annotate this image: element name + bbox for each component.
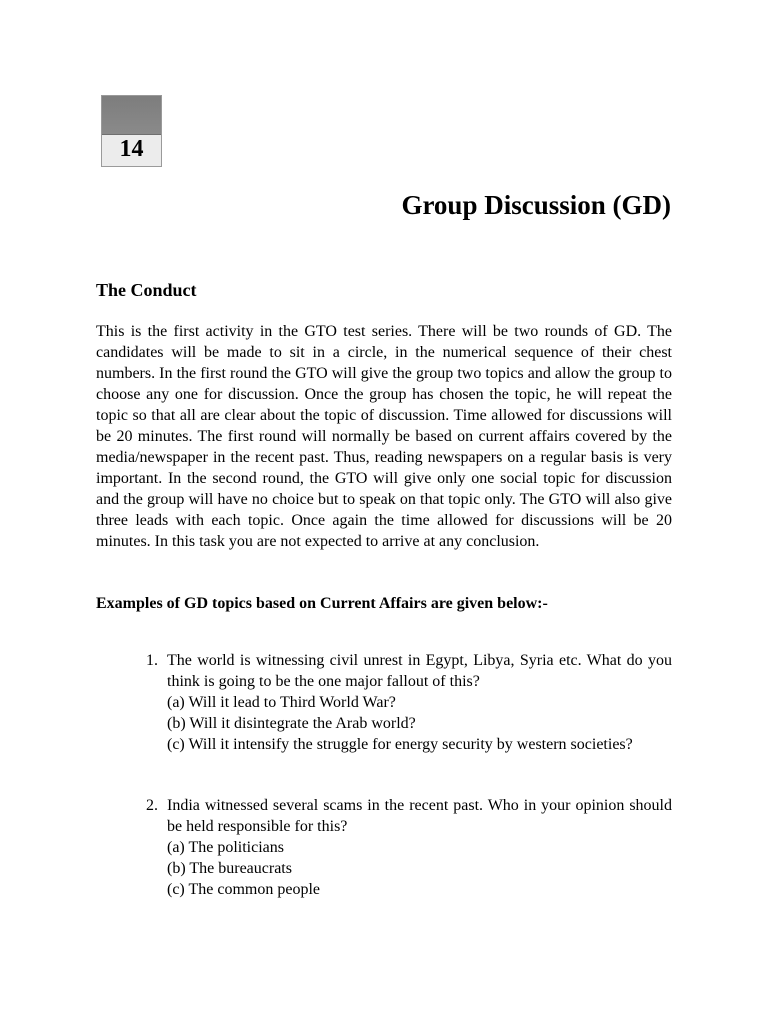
topic-item [146,650,672,755]
topic-option: (c) Will it intensify the struggle for energy security by western societies? [167,736,633,753]
body-paragraph: This is the first activity in the GTO test series. There will be two rounds of GD. The candidates will be made to sit in a circle, in the numerical sequence of their chest numbers. In the first round the GTO will give the group two topics and allow the group to choose any one for discussion. Once the group has chosen the topic, he will repeat the topic so that all are clear about the topic of discussion. Time allowed for discussions will be 20 minutes. The first round will normally be based on current affairs covered by the media/newspaper in the recent past. Thus, reading newspapers on a regular basis is very important. In the second round, the GTO will give only one social topic for discussion and the group will have no choice but to speak on that topic only. The GTO will also give three leads with each topic. Once again the time allowed for discussions will be 20 minutes. In this task you are not expected to arrive at any conclusion. [96,323,672,550]
topic-question: The world is witnessing civil unrest in Egypt, Libya, Syria etc. What do you think is going to be the one major fallout of this? [167,652,672,690]
chapter-number: 14 [102,134,161,166]
topic-option: (b) The bureaucrats [167,860,292,877]
chapter-number-box [101,95,162,167]
topic-option: (a) The politicians [167,839,284,856]
topic-question: India witnessed several scams in the recent past. Who in your opinion should be held responsible for this? [167,797,672,835]
chapter-title: Group Discussion (GD) [401,190,671,220]
topic-option: (a) Will it lead to Third World War? [167,694,396,711]
topic-item [146,795,672,900]
topic-option: (b) Will it disintegrate the Arab world? [167,715,416,732]
topic-number: 2. [146,797,158,814]
topic-option: (c) The common people [167,881,320,898]
chapter-number-shade [102,96,161,134]
topic-number: 1. [146,652,158,669]
examples-heading: Examples of GD topics based on Current Affairs are given below:- [96,595,548,612]
section-heading: The Conduct [96,280,197,300]
